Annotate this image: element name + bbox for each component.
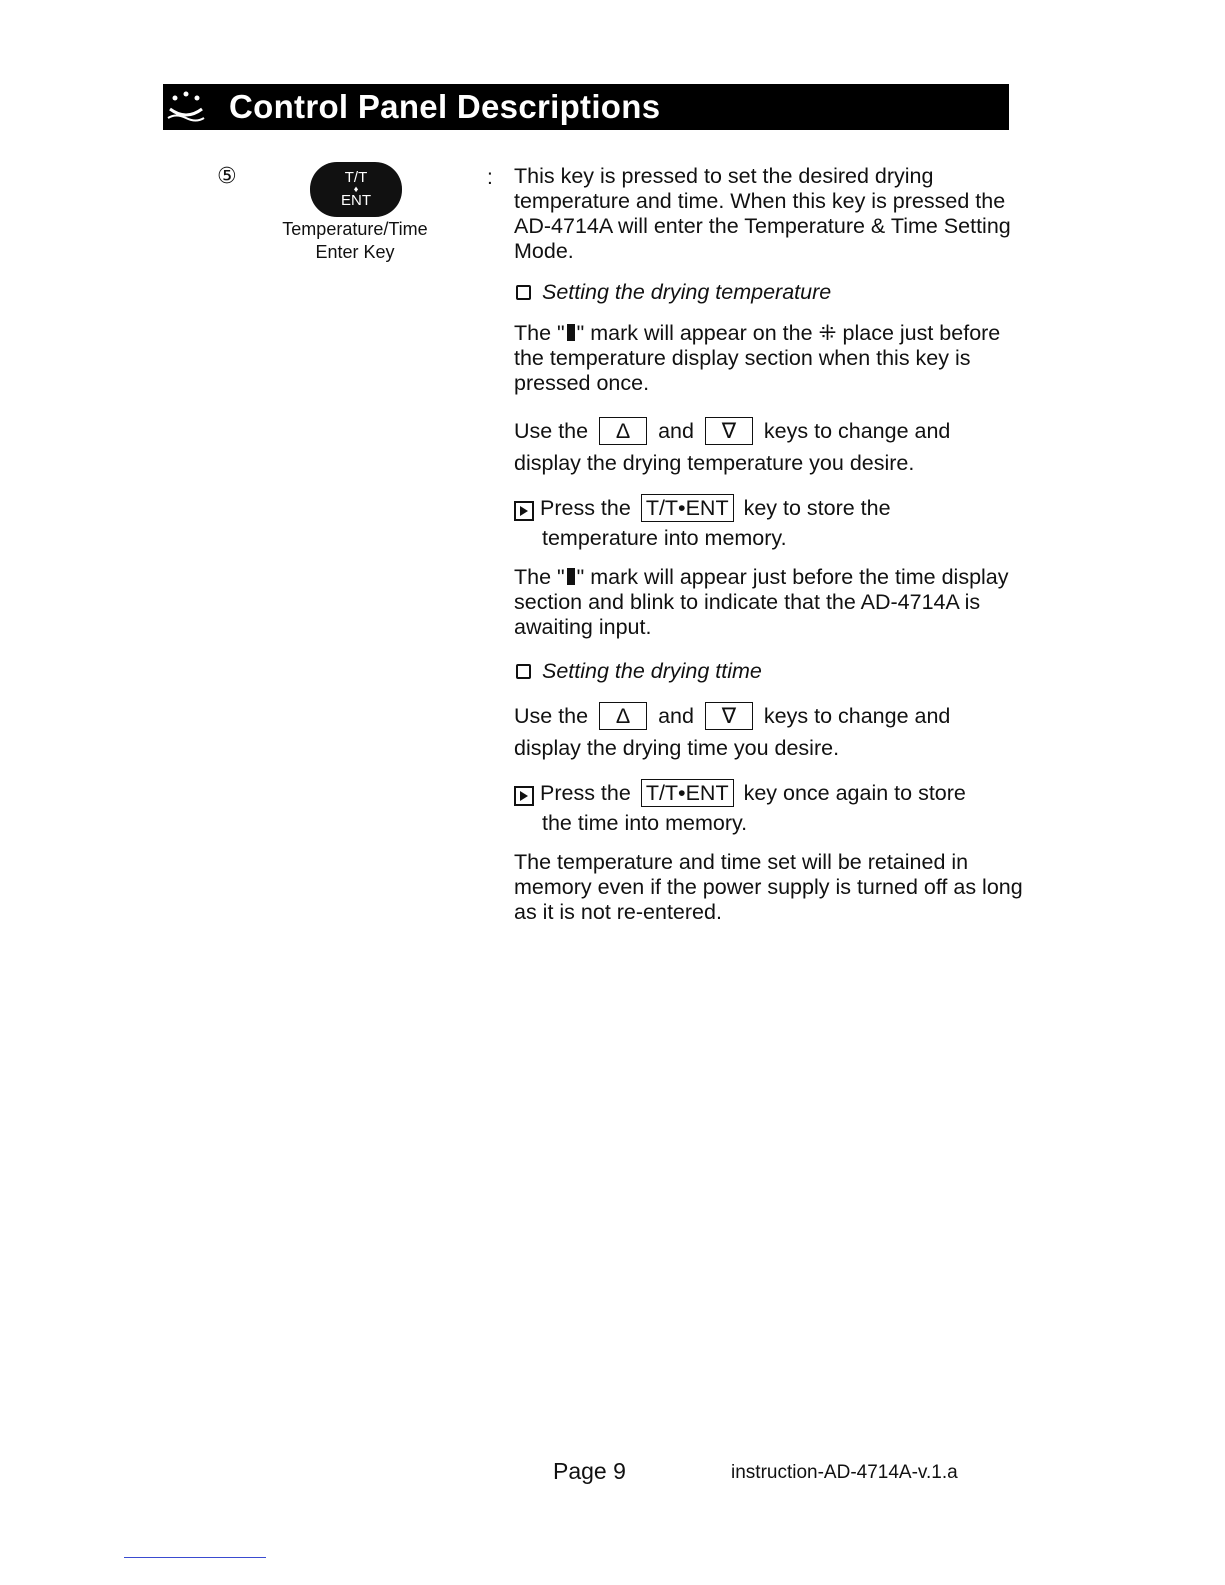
key-caption-line2: Enter Key (315, 242, 395, 262)
item-number: ⑤ (217, 164, 237, 189)
blink-paragraph-end: " mark will appear just before the time display section and blink to indicate that the AD-4714A is awaiting input. (514, 565, 1009, 639)
time-subheading (514, 659, 1024, 684)
key-bottom-label: ENT (341, 192, 371, 209)
key-caption-line1: Temperature/Time (282, 219, 428, 239)
temp-arrow-keys-paragraph (514, 415, 1024, 479)
tt-ent-key-icon (310, 162, 402, 217)
temp-subheading (514, 280, 1024, 305)
use-line2: display the drying temperature you desire. (514, 451, 915, 475)
temp-store-step (514, 493, 1024, 553)
temp-heading-text: Setting the drying temperature (542, 280, 832, 304)
blink-paragraph (514, 565, 1024, 640)
time-store-step (514, 778, 1024, 838)
down-key: ∇ (705, 417, 753, 445)
page-number: Page 9 (553, 1458, 626, 1484)
tt-ent-key: T/T•ENT (641, 779, 734, 807)
tt-ent-key: T/T•ENT (641, 494, 734, 522)
press-prefix: Press the (540, 781, 631, 805)
press-line2: the time into memory. (542, 811, 748, 835)
mark-paragraph-end: " mark will appear on the ⁜ place just before the temperature display section when this key is pressed once. (514, 321, 1001, 395)
mark-paragraph (514, 321, 1024, 396)
use-suffix: keys to change and (763, 704, 951, 728)
down-key: ∇ (705, 702, 753, 730)
arrow-right-icon (514, 786, 534, 806)
retained-paragraph: The temperature and time set will be retained in memory even if the power supply is turned off as long as it is not re-entered. (514, 850, 1023, 924)
arrow-right-icon (514, 501, 534, 521)
press-suffix: key to store the (743, 496, 891, 520)
and-word: and (658, 419, 694, 443)
blink-paragraph-start: The " (514, 565, 565, 589)
display-mark-icon (567, 568, 575, 585)
use-suffix: keys to change and (763, 419, 951, 443)
checkbox-icon (516, 285, 531, 300)
smiley-wave-icon (163, 84, 209, 130)
section-header (163, 84, 1009, 130)
and-word: and (658, 704, 694, 728)
bottom-rule (124, 1557, 266, 1558)
key-dot: ♦ (353, 184, 359, 194)
time-heading-text: Setting the drying ttime (542, 659, 762, 683)
up-key: Δ (599, 702, 647, 730)
key-caption (270, 218, 440, 264)
key-top-label: T/T (344, 169, 368, 186)
press-prefix: Press the (540, 496, 631, 520)
press-line2: temperature into memory. (542, 526, 787, 550)
description-body (514, 164, 1024, 944)
use-line2: display the drying time you desire. (514, 736, 840, 760)
page-title: Control Panel Descriptions (229, 88, 661, 125)
display-mark-icon (567, 324, 575, 341)
colon-separator: : (487, 166, 493, 189)
up-key: Δ (599, 417, 647, 445)
mark-paragraph-start: The " (514, 321, 565, 345)
time-arrow-keys-paragraph (514, 700, 1024, 764)
intro-paragraph: This key is pressed to set the desired drying temperature and time. When this key is pressed the AD-4714A will enter the Temperature & Time Setting Mode. (514, 164, 1011, 263)
use-prefix: Use the (514, 704, 589, 728)
use-prefix: Use the (514, 419, 589, 443)
press-suffix: key once again to store (743, 781, 966, 805)
checkbox-icon (516, 664, 531, 679)
document-reference: instruction-AD-4714A-v.1.a (731, 1462, 958, 1483)
